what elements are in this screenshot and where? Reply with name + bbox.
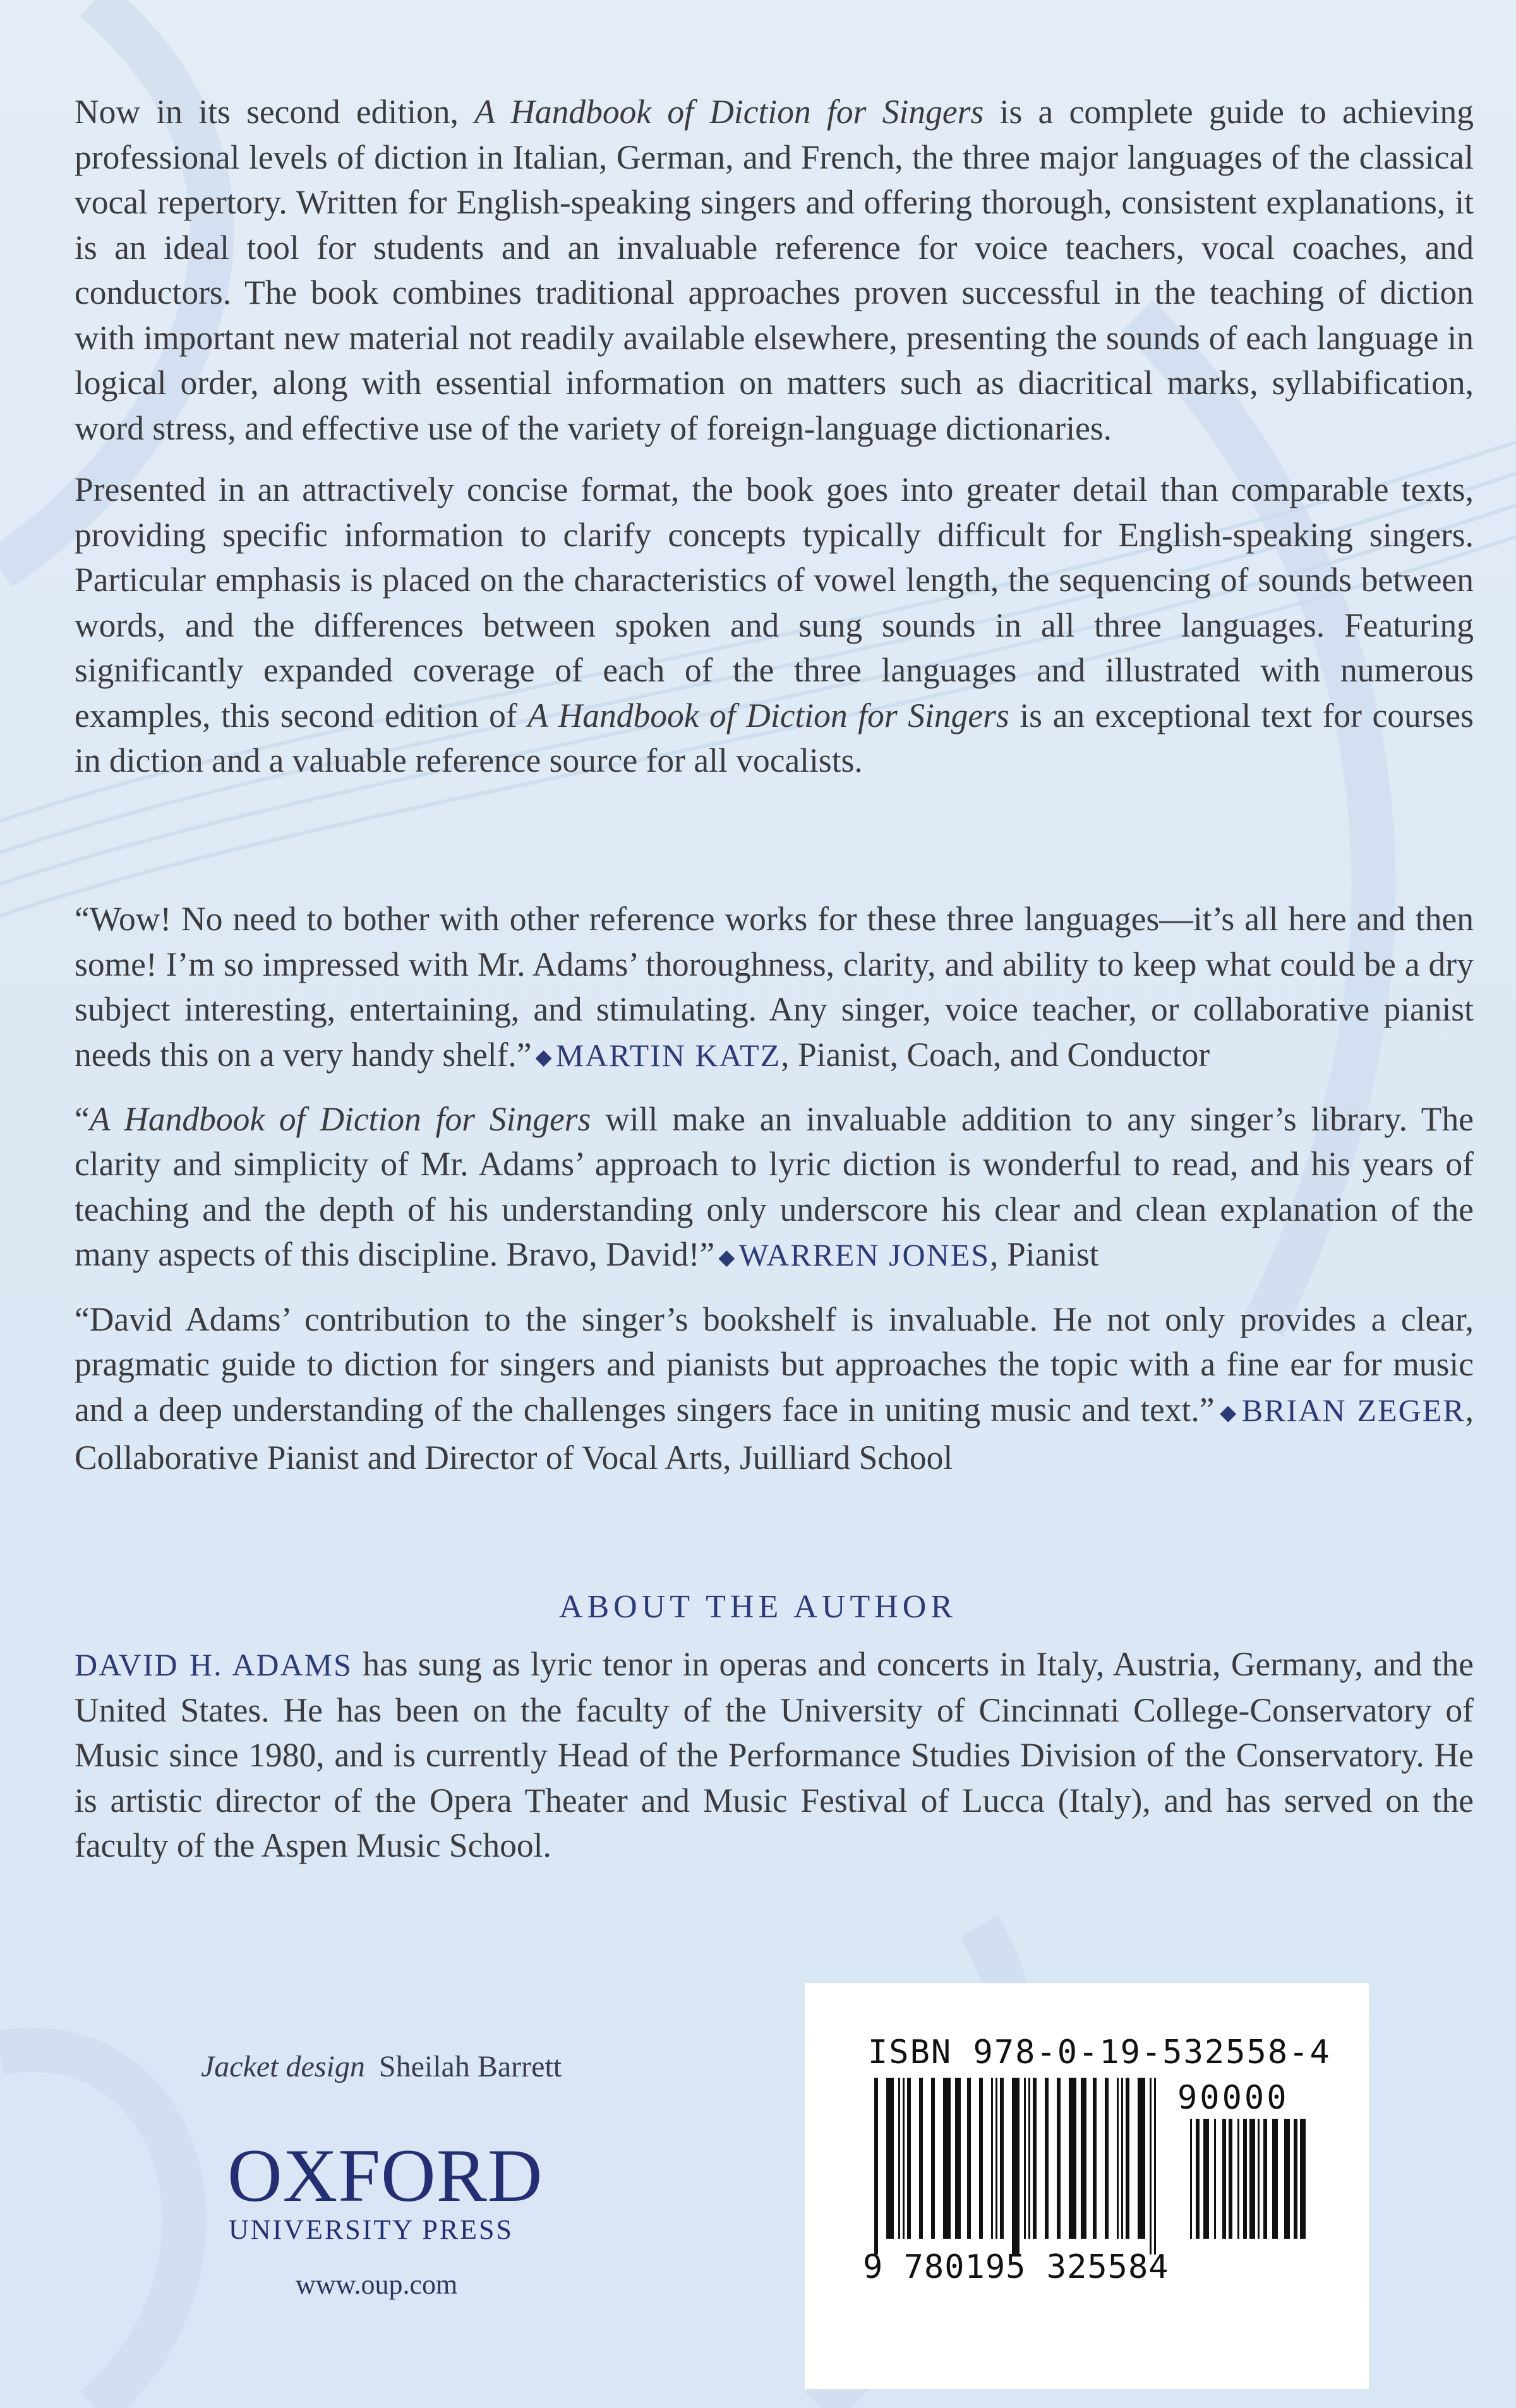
barcode-panel [805, 1983, 1369, 2389]
description-paragraph-2 [75, 467, 1474, 784]
designer-name: Sheilah Barrett [378, 2050, 562, 2083]
text: Now in its second edition, [75, 93, 475, 131]
quote-text: “Wow! No need to bother with other reference works for these three languages—it’s all here and then some! I’m so impressed with Mr. Adams’ thoroughness, clarity, and ability to keep what could be a dry subject interesting, entertaining, and stimulating. Any singer, voice teacher, or collaborative pianist needs this on a very handy shelf.” [75, 900, 1474, 1074]
about-author [75, 1642, 1474, 1885]
quote-text: will make an invaluable addition to any singer’s library. The clarity and simplicity of Mr. Adams’ approach to lyric diction is wonderful to read, and his years of teaching and the depth of his understanding only underscore his clear and clean explanation of the many aspects of this discipline. Bravo, David!” [75, 1099, 1474, 1274]
endorser-role: , Collaborative Pianist and Director of Vocal Arts, Juilliard School [75, 1390, 1474, 1477]
text: is a complete guide to achieving professional levels of diction in Italian, German, and French, the three major languages of the classical vocal repertory. Written for English-speaking singers and offering thorough, consistent explanations, it is an ideal tool for students and an invaluable reference for voice teachers, vocal coaches, and conductors. The book combines traditional approaches proven successful in the teaching of diction with important new material not readily available elsewhere, presenting the sounds of each language in logical order, along with essential information on matters such as diacritical marks, syllabification, word stress, and effective use of the variety of foreign-language dictionaries. [75, 93, 1474, 447]
barcode [874, 2078, 1316, 2267]
endorsement [75, 897, 1474, 1081]
price-code: 90000 [1177, 2079, 1289, 2117]
description-paragraph-1 [75, 90, 1474, 451]
quote-text: “David Adams’ contribution to the singer’s bookshelf is invaluable. He not only provides a clear, pragmatic guide to diction for singers and pianists but approaches the topic with a fine ear for music and a deep understanding of the challenges singers face in uniting music and text.” [75, 1300, 1474, 1429]
bio-text: has sung as lyric tenor in operas and concerts in Italy, Austria, Germany, and the United States. He has been on the faculty of the University of Cincinnati College-Conservatory of Music since 1980, and is currently Head of the Performance Studies Division of the Conservatory. He is artistic director of the Opera Theater and Music Festival of Lucca (Italy), and has served on the faculty of the Aspen Music School. [75, 1645, 1474, 1864]
endorser-name: MARTIN KATZ [555, 1037, 781, 1073]
publisher-url: www.oup.com [296, 2269, 458, 2300]
author-name: DAVID H. ADAMS [75, 1647, 352, 1682]
jacket-credit [201, 2049, 562, 2084]
publisher-subtitle: UNIVERSITY PRESS [229, 2214, 514, 2245]
endorsement [75, 1097, 1474, 1281]
endorser-name: BRIAN ZEGER [1241, 1392, 1465, 1428]
endorser-role: , Pianist [990, 1235, 1099, 1274]
credit-label: Jacket design [201, 2050, 365, 2083]
ean-number: 9 780195 325584 [863, 2248, 1169, 2286]
endorser-name: WARREN JONES [738, 1237, 990, 1273]
book-title: A Handbook of Diction for Singers [527, 696, 1009, 734]
diamond-icon: ◆ [718, 1246, 735, 1270]
endorser-role: , Pianist, Coach, and Conductor [781, 1035, 1210, 1074]
book-title: A Handbook of Diction for Singers [89, 1099, 591, 1138]
endorsements [75, 897, 1474, 1497]
isbn-text: ISBN 978-0-19-532558-4 [868, 2034, 1331, 2071]
text: is an exceptional text for courses in diction and a valuable reference source for all vocalists. [75, 696, 1474, 779]
text: Presented in an attractively concise format, the book goes into greater detail than comparable texts, providing specific information to clarify concepts typically difficult for English-speaking singers. Particular emphasis is placed on the characteristics of vowel length, the sequencing of sounds between words, and the differences between spoken and sung sounds in all three languages. Featuring significantly expanded coverage of each of the three languages and illustrated with numerous examples, this second edition of [75, 470, 1474, 734]
about-author-heading: ABOUT THE AUTHOR [558, 1589, 958, 1625]
quote-mark: “ [75, 1099, 90, 1138]
book-title: A Handbook of Diction for Singers [474, 93, 984, 131]
publisher-logo: OXFORD [227, 2133, 543, 2217]
diamond-icon: ◆ [535, 1046, 552, 1070]
endorsement [75, 1297, 1474, 1481]
diamond-icon: ◆ [1218, 1401, 1238, 1425]
description [75, 90, 1474, 800]
author-bio [75, 1642, 1474, 1869]
